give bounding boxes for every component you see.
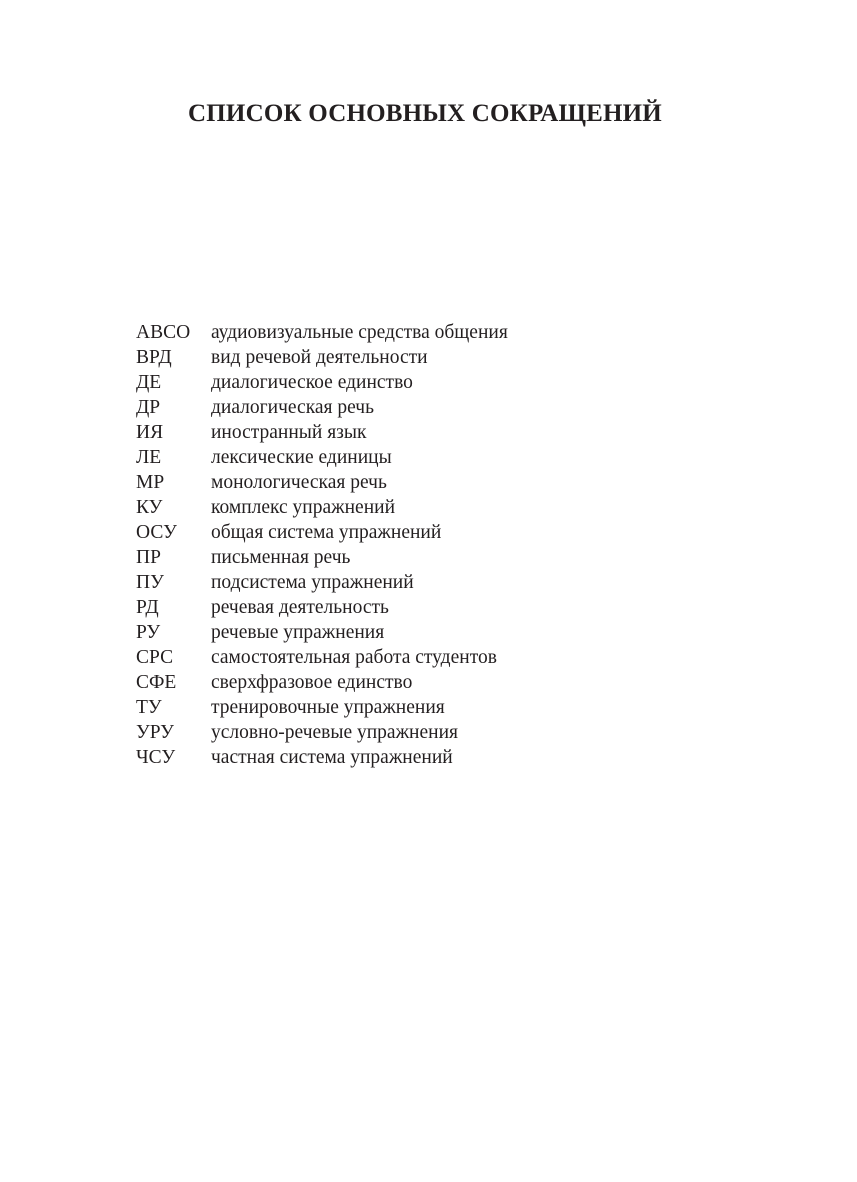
abbreviation-term: СРС bbox=[136, 647, 174, 668]
abbreviation-definition: условно-речевые упражнения bbox=[211, 722, 458, 743]
abbreviation-term: ДЕ bbox=[136, 372, 162, 393]
abbreviation-term: КУ bbox=[136, 497, 163, 518]
list-item bbox=[136, 420, 508, 445]
abbreviation-term: ЛЕ bbox=[136, 447, 162, 468]
abbreviation-definition: подсистема упражнений bbox=[211, 572, 414, 593]
abbreviation-term: ЧСУ bbox=[136, 747, 176, 768]
list-item bbox=[136, 620, 508, 645]
list-item bbox=[136, 545, 508, 570]
abbreviation-list bbox=[136, 320, 508, 770]
list-item bbox=[136, 470, 508, 495]
abbreviation-term: АВСО bbox=[136, 322, 191, 343]
list-item bbox=[136, 670, 508, 695]
abbreviation-term: ДР bbox=[136, 397, 161, 418]
abbreviation-definition: монологическая речь bbox=[211, 472, 387, 493]
abbreviation-term: ИЯ bbox=[136, 422, 164, 443]
abbreviation-definition: комплекс упражнений bbox=[211, 497, 396, 518]
abbreviation-definition: сверхфразовое единство bbox=[211, 672, 413, 693]
abbreviation-definition: письменная речь bbox=[211, 547, 351, 568]
list-item bbox=[136, 370, 508, 395]
abbreviation-term: РУ bbox=[136, 622, 161, 643]
list-item bbox=[136, 395, 508, 420]
abbreviation-definition: аудиовизуальные средства общения bbox=[211, 322, 508, 343]
list-item bbox=[136, 695, 508, 720]
abbreviation-definition: самостоятельная работа студентов bbox=[211, 647, 497, 668]
abbreviation-definition: речевая деятельность bbox=[211, 597, 389, 618]
list-item bbox=[136, 345, 508, 370]
abbreviation-term: ТУ bbox=[136, 697, 162, 718]
list-item bbox=[136, 745, 508, 770]
abbreviation-term: ОСУ bbox=[136, 522, 177, 543]
list-item bbox=[136, 320, 508, 345]
abbreviation-term: СФЕ bbox=[136, 672, 177, 693]
abbreviation-term: ВРД bbox=[136, 347, 172, 368]
abbreviation-term: УРУ bbox=[136, 722, 174, 743]
abbreviation-term: МР bbox=[136, 472, 165, 493]
abbreviation-definition: диалогическое единство bbox=[211, 372, 413, 393]
list-item bbox=[136, 570, 508, 595]
abbreviation-definition: речевые упражнения bbox=[211, 622, 385, 643]
abbreviation-term: ПР bbox=[136, 547, 161, 568]
list-item bbox=[136, 445, 508, 470]
abbreviation-definition: тренировочные упражнения bbox=[211, 697, 445, 718]
abbreviation-definition: лексические единицы bbox=[211, 447, 392, 468]
abbreviation-definition: частная система упражнений bbox=[211, 747, 453, 768]
abbreviation-term: ПУ bbox=[136, 572, 164, 593]
page-title: СПИСОК ОСНОВНЫХ СОКРАЩЕНИЙ bbox=[188, 100, 662, 127]
abbreviation-definition: диалогическая речь bbox=[211, 397, 374, 418]
list-item bbox=[136, 495, 508, 520]
abbreviation-term: РД bbox=[136, 597, 159, 618]
list-item bbox=[136, 645, 508, 670]
abbreviation-definition: вид речевой деятельности bbox=[211, 347, 428, 368]
list-item bbox=[136, 595, 508, 620]
list-item bbox=[136, 720, 508, 745]
list-item bbox=[136, 520, 508, 545]
abbreviation-definition: иностранный язык bbox=[211, 422, 367, 443]
abbreviation-definition: общая система упражнений bbox=[211, 522, 442, 543]
